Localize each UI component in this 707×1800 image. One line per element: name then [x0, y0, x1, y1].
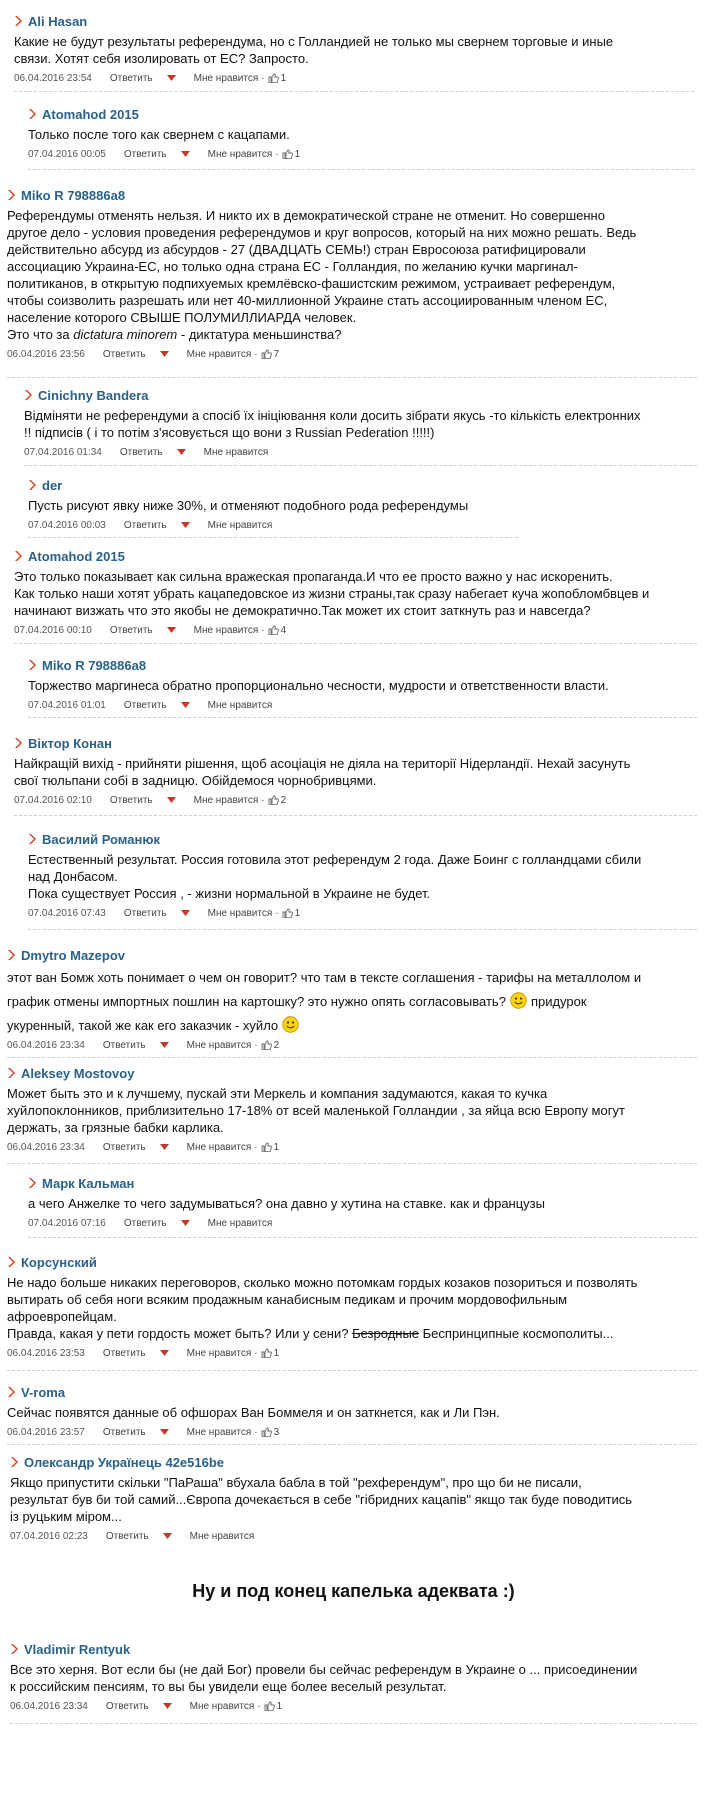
comment-date: 07.04.2016 07:16 [28, 1217, 106, 1229]
comment-author[interactable]: Марк Кальман [42, 1175, 135, 1191]
dropdown-arrow-icon[interactable] [160, 1144, 169, 1150]
comment-author[interactable]: Віктор Конан [28, 735, 113, 751]
comment-body: Референдумы отменять нельзя. И никто их в демократической стране не отменит. Но совершенно другое дело - условия проведения референдумов и круг вопросов, который на них можно решать. Ведь действительно абсурд из абсурдов - 27 (ДВАДЦАТЬ СЕМЬ!) стран Евросоюза ратифицировали ассоциацию Украина-ЕС, но только одна страна ЕС - Голландия, по желанию кучки маргинал- политиканов, в открытую подпихуемых кремлёвско-фашистским режимом, устраивает референдум, чтобы соизволить разрешать или нет 40-миллионной Украине стать ассоциированным членом ЕС, население которого СВЫШЕ ПОЛУМИЛЛИАРДА человек. Это что за dictatura minorem - диктатура меньшинства? [7, 208, 637, 342]
comment: V-roma Сейчас появятся данные об офшорах Ван Боммеля и он заткнется, как и Ли Пэн. 06.04.2016 23:57 Ответить Мне нравится · 3 [7, 1383, 697, 1445]
reply-arrow-icon [7, 1067, 17, 1079]
reply-arrow-icon [7, 189, 17, 201]
comment-reply [28, 656, 697, 718]
like-button[interactable]: Мне нравится [207, 907, 273, 919]
thumbs-up-icon[interactable] [261, 1348, 272, 1358]
thumbs-up-icon[interactable] [261, 1142, 272, 1152]
dropdown-arrow-icon[interactable] [163, 1703, 172, 1709]
comment: Vladimir Rentyuk Все это херня. Вот если бы (не дай Бог) провели бы сейчас референдум в Украине о ... присоединении к российским пенсиям, то вы бы увидели еще более веселый результат. 06.04.2016 23:34 Ответить Мне нравится · 1 [10, 1640, 697, 1724]
comment-author[interactable]: Dmytro Mazepov [21, 947, 126, 963]
like-button[interactable]: Мне нравится [186, 1426, 252, 1438]
thumbs-up-icon[interactable] [261, 1427, 272, 1437]
comment-author[interactable]: Miko R 798886a8 [21, 187, 126, 203]
comment-author[interactable]: Корсунский [21, 1254, 97, 1270]
comment-body: Естественный результат. Россия готовила этот референдум 2 года. Даже Боинг с голландцами сбили над Донбасом. Пока существует Россия , - жизни нормальной в Украине не будет. [28, 852, 642, 901]
reply-arrow-icon [24, 389, 34, 401]
dropdown-arrow-icon[interactable] [167, 627, 176, 633]
like-button[interactable]: Мне нравится [207, 699, 273, 711]
reply-button[interactable]: Ответить [119, 446, 163, 458]
reply-button[interactable]: Ответить [109, 794, 153, 806]
comment-date: 07.04.2016 00:05 [28, 148, 106, 160]
like-button[interactable]: Мне нравится [193, 72, 259, 84]
reply-button[interactable]: Ответить [123, 519, 167, 531]
reply-button[interactable]: Ответить [102, 348, 146, 360]
reply-button[interactable]: Ответить [123, 148, 167, 160]
like-count: 2 [280, 794, 287, 806]
comment-reply: Василий Романюк Естественный результат. Россия готовила этот референдум 2 года. Даже Боинг с голландцами сбили над Донбасом. Пока существует Россия , - жизни нормальной в Украине не будет. 07.04.2016 07:43 Ответить Мне нравится · 1 [28, 830, 697, 930]
thumbs-up-icon[interactable] [261, 349, 272, 359]
reply-button[interactable]: Ответить [123, 907, 167, 919]
like-button[interactable]: Мне нравится [193, 624, 259, 636]
comment: Miko R 798886a8 Референдумы отменять нельзя. И никто их в демократической стране не отменит. Но совершенно другое дело - условия проведения референдумов и круг вопросов, который на них можно решать. Ведь действительно абсурд из абсурдов - 27 (ДВАДЦАТЬ СЕМЬ!) стран Евросоюза ратифицировали ассоциацию Украина-ЕС, но только одна страна ЕС - Голландия, по желанию кучки маргинал- политиканов, в открытую подпихуемых кремлёвско-фашистским режимом, устраивает референдум, чтобы соизволить разрешать или нет 40-миллионной Украине стать ассоциированным членом ЕС, население которого СВЫШЕ ПОЛУМИЛЛИАРДА человек. Это что за dictatura minorem - диктатура меньшинства? 06.04.2016 23:56 Ответить Мне нравится · 7 [7, 186, 697, 378]
dropdown-arrow-icon[interactable] [160, 1350, 169, 1356]
comment-date: 07.04.2016 02:23 [10, 1530, 88, 1542]
reply-arrow-icon [7, 1386, 17, 1398]
reply-arrow-icon [10, 1643, 20, 1655]
comment-reply [28, 476, 518, 538]
comment-author[interactable]: V-roma [21, 1384, 66, 1400]
comment-date: 07.04.2016 07:43 [28, 907, 106, 919]
comment-date: 07.04.2016 02:10 [14, 794, 92, 806]
thumbs-up-icon[interactable] [264, 1701, 275, 1711]
like-count: 1 [294, 907, 301, 919]
comment-date: 07.04.2016 01:01 [28, 699, 106, 711]
comment-body: Может быть это и к лучшему, пускай эти Меркель и компания задумаются, какая то кучка хуйлопоклонников, приблизительно 17-18% от всей маленькой Голландии , за яйца всю Европу могут держать, за грязные бабки карлика. [7, 1086, 625, 1135]
reply-arrow-icon [28, 833, 38, 845]
like-count: 3 [273, 1426, 280, 1438]
like-count: 1 [280, 72, 287, 84]
comment: Aleksey Mostovoy Может быть это и к лучшему, пускай эти Меркель и компания задумаются, какая то кучка хуйлопоклонников, приблизительно 17-18% от всей маленькой Голландии , за яйца всю Европу могут держать, за грязные бабки карлика. 06.04.2016 23:34 Ответить Мне нравится · 1 [7, 1064, 697, 1164]
comment-author[interactable]: Aleksey Mostovoy [21, 1065, 135, 1081]
dropdown-arrow-icon[interactable] [160, 1042, 169, 1048]
reply-arrow-icon [10, 1456, 20, 1468]
like-count: 2 [273, 1039, 280, 1051]
reply-arrow-icon [14, 550, 24, 562]
comment-body: а чего Анжелке то чего задумываться? она давно у хутина на ставке. как и французы [28, 1196, 545, 1211]
reply-button[interactable]: Ответить [109, 624, 153, 636]
like-count: 7 [273, 348, 280, 360]
comment-body: Все это херня. Вот если бы (не дай Бог) провели бы сейчас референдум в Украине о ... присоединении к российским пенсиям, то вы бы увидели еще более веселый результат. [10, 1662, 638, 1694]
comment-reply [10, 1453, 697, 1553]
comment-reply: Atomahod 2015 Только после того как свернем с кацапами. 07.04.2016 00:05 Ответить Мне нравится · 1 [28, 105, 694, 170]
comment-author[interactable]: Олександр Українець 42e516be [24, 1454, 225, 1470]
comment-date: 07.04.2016 01:34 [24, 446, 102, 458]
reply-button[interactable]: Ответить [102, 1347, 146, 1359]
thumbs-up-icon[interactable] [282, 908, 293, 918]
comment-body: Пусть рисуют явку ниже 30%, и отменяют подобного рода референдумы [28, 498, 469, 513]
reply-arrow-icon [14, 737, 24, 749]
comment-author[interactable]: Василий Романюк [42, 831, 160, 847]
comment-body: Только после того как свернем с кацапами. [28, 127, 290, 142]
dropdown-arrow-icon[interactable] [181, 151, 190, 157]
comment-date: 06.04.2016 23:56 [7, 348, 85, 360]
comment-author[interactable]: Atomahod 2015 [42, 106, 139, 122]
dropdown-arrow-icon[interactable] [167, 75, 176, 81]
like-button[interactable]: Мне нравится [193, 794, 259, 806]
smiley-icon [510, 992, 527, 1009]
comment-reply: Atomahod 2015 Это только показывает как сильна вражеская пропаганда.И что ее просто важно у нас искоренить. Как только наши хотят убрать кацапедовское из жизни страны,так сразу набегает куча жопобломбвцев и начинают визжать что это якобы не демократично.Так может их стоит заткнуть раз и навсегда? 07.04.2016 00:10 Ответить Мне нравится · 4 [14, 547, 697, 644]
comment-body: Торжество маргинеса обратно пропорционально чесности, мудрости и ответственности власти. [28, 678, 609, 693]
comment-date: 06.04.2016 23:34 [7, 1039, 85, 1051]
like-count: 1 [273, 1141, 280, 1153]
dropdown-arrow-icon[interactable] [181, 910, 190, 916]
comment: Віктор Конан Найкращій вихід - прийняти рішення, щоб асоціація не діяла на території Нідерландії. Нехай засунуть свої тюльпани собі в задницю. Обійдемося чорнобривцями. 07.04.2016 02:10 Ответить Мне нравится · 2 [14, 734, 697, 816]
dropdown-arrow-icon[interactable] [181, 702, 190, 708]
like-button[interactable]: Мне нравится [189, 1700, 255, 1712]
like-button[interactable]: Мне нравится [186, 1141, 252, 1153]
reply-arrow-icon [7, 949, 17, 961]
comment-body: Какие не будут результаты референдума, но с Голландией не только мы свернем торговые и иные связи. Хотят себя изолировать от ЕС? Запросто. [14, 34, 614, 66]
like-button[interactable]: Мне нравится [203, 446, 269, 458]
like-button[interactable]: Мне нравится [207, 519, 273, 531]
thumbs-up-icon[interactable] [268, 625, 279, 635]
comment-date: 06.04.2016 23:34 [10, 1700, 88, 1712]
reply-button[interactable]: Ответить [109, 72, 153, 84]
comment-body: этот ван Бомж хоть понимает о чем он говорит? что там в тексте соглашения - тарифы на металлолом и график отмены импортных пошлин на картошку? это нужно опять согласовывать? придурок укуренный, такой же как его заказчик - хуйло [7, 970, 642, 1033]
comment-author[interactable]: Ali Hasan [28, 13, 88, 29]
thumbs-up-icon[interactable] [268, 795, 279, 805]
reply-button[interactable]: Ответить [102, 1426, 146, 1438]
comment-author[interactable]: Vladimir Rentyuk [24, 1641, 131, 1657]
dropdown-arrow-icon[interactable] [163, 1533, 172, 1539]
dropdown-arrow-icon[interactable] [160, 351, 169, 357]
thumbs-up-icon[interactable] [282, 149, 293, 159]
dropdown-arrow-icon[interactable] [181, 1220, 190, 1226]
dropdown-arrow-icon[interactable] [181, 522, 190, 528]
comment-reply [28, 1174, 697, 1238]
reply-arrow-icon [28, 1177, 38, 1189]
reply-button[interactable]: Ответить [105, 1700, 149, 1712]
reply-button[interactable]: Ответить [123, 699, 167, 711]
like-count: 1 [273, 1347, 280, 1359]
like-button[interactable]: Мне нравится [189, 1530, 255, 1542]
comment-date: 06.04.2016 23:34 [7, 1141, 85, 1153]
like-count: 4 [280, 624, 287, 636]
thumbs-up-icon[interactable] [268, 73, 279, 83]
comment: Dmytro Mazepov этот ван Бомж хоть понимает о чем он говорит? что там в тексте соглашения - тарифы на металлолом и график отмены импортных пошлин на картошку? это нужно опять согласовывать? придурок укуренный, такой же как его заказчик - хуйло 06.04.2016 23:34 Ответить Мне нравится · 2 [7, 946, 697, 1058]
smiley-icon [282, 1016, 299, 1033]
dropdown-arrow-icon[interactable] [167, 797, 176, 803]
comment-body: Якщо припустити скільки "ПаРаша" вбухала бабла в той "рехферендум", про що би не писали, результат був би той самий...Європа дочекається в себе "гібридних кацапів" якщо так буде поводитись із руцьким міром... [10, 1475, 633, 1524]
comment-body: Сейчас появятся данные об офшорах Ван Боммеля и он заткнется, как и Ли Пэн. [7, 1405, 500, 1420]
comment-date: 06.04.2016 23:53 [7, 1347, 85, 1359]
comment-date: 06.04.2016 23:57 [7, 1426, 85, 1438]
section-heading: Ну и под конец капелька адеквата :) [192, 1581, 515, 1601]
comment-author[interactable]: der [42, 477, 63, 493]
comment-body: Найкращій вихід - прийняти рішення, щоб асоціація не діяла на території Нідерландії. Нехай засунуть свої тюльпани собі в задницю. Обійдемося чорнобривцями. [14, 756, 631, 788]
reply-button[interactable]: Ответить [102, 1039, 146, 1051]
reply-button[interactable]: Ответить [105, 1530, 149, 1542]
comment-author[interactable]: Atomahod 2015 [28, 548, 125, 564]
comment-author[interactable]: Cinichny Bandera [38, 387, 149, 403]
like-count: 1 [276, 1700, 283, 1712]
reply-arrow-icon [7, 1256, 17, 1268]
reply-arrow-icon [28, 108, 38, 120]
reply-arrow-icon [28, 659, 38, 671]
like-button[interactable]: Мне нравится [207, 1217, 273, 1229]
like-button[interactable]: Мне нравится [186, 1347, 252, 1359]
dropdown-arrow-icon[interactable] [160, 1429, 169, 1435]
thumbs-up-icon[interactable] [261, 1040, 272, 1050]
comment-body: Это только показывает как сильна вражеская пропаганда.И что ее просто важно у нас искоренить. Как только наши хотят убрать кацапедовское из жизни страны,так сразу набегает куча жопобломбвцев и начинают визжать что это якобы не демократично.Так может их стоит заткнуть раз и навсегда? [14, 569, 650, 618]
comment-body: Відміняти не референдуми а спосіб їх ініціювання коли досить зібрати якусь -то кількість електронних !! підписів ( і то потім з'ясовується що вони з Russian Pederation !!!!!) [24, 408, 641, 440]
reply-arrow-icon [14, 15, 24, 27]
reply-button[interactable]: Ответить [123, 1217, 167, 1229]
like-count: 1 [294, 148, 301, 160]
comment-author[interactable]: Miko R 798886a8 [42, 657, 147, 673]
like-button[interactable]: Мне нравится [186, 1039, 252, 1051]
comment-body: Не надо больше никаких переговоров, сколько можно потомкам гордых козаков позориться и позволять вытирать об себя ноги всяким продажным канабисным педикам и прочим мордовофильным афроевропейцам. Правда, какая у пети гордость может быть? Или у сени? Безродные Беспринципные космополиты... [7, 1275, 638, 1341]
reply-arrow-icon [28, 479, 38, 491]
like-button[interactable]: Мне нравится [207, 148, 273, 160]
comment: Корсунский Не надо больше никаких переговоров, сколько можно потомкам гордых козаков позориться и позволять вытирать об себя ноги всяким продажным канабисным педикам и прочим мордовофильным афроевропейцам. Правда, какая у пети гордость может быть? Или у сени? Безродные Беспринципные космополиты... 06.04.2016 23:53 Ответить Мне нравится · 1 [7, 1253, 697, 1371]
like-button[interactable]: Мне нравится [186, 348, 252, 360]
comment-reply [24, 386, 697, 466]
comment-date: 06.04.2016 23:54 [14, 72, 92, 84]
reply-button[interactable]: Ответить [102, 1141, 146, 1153]
comment-date: 07.04.2016 00:10 [14, 624, 92, 636]
dropdown-arrow-icon[interactable] [177, 449, 186, 455]
comment: Ali Hasan Какие не будут результаты референдума, но с Голландией не только мы свернем торговые и иные связи. Хотят себя изолировать от ЕС? Запросто. 06.04.2016 23:54 Ответить Мне нравится · 1 [14, 12, 694, 92]
comment-date: 07.04.2016 00:03 [28, 519, 106, 531]
